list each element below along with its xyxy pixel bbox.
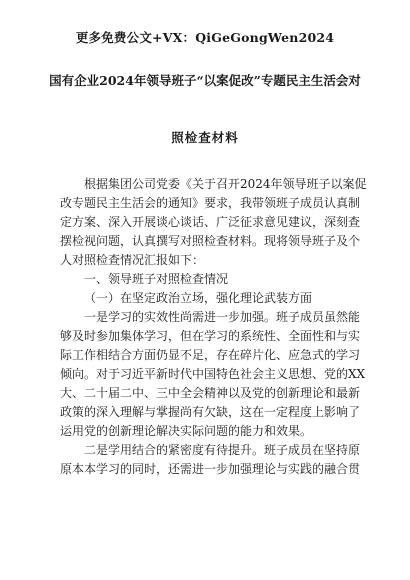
document-title-line-2: 照检查材料 xyxy=(171,130,239,145)
paragraph-line: 倾向。对于习近平新时代中国特色社会主义思想、党的XX xyxy=(60,367,366,381)
paragraph-line: 原本本学习的同时，还需进一步加强理论与实践的融合贯 xyxy=(60,462,361,476)
paragraph-line: 摆检视问题，认真撰写对照检查材料。现将领导班子及个 xyxy=(60,234,361,248)
paragraph-line: 够及时参加集体学习，但在学习的系统性、全面性和与实 xyxy=(60,329,361,343)
paragraph-line: 际工作相结合方面仍显不足，存在碎片化、应急式的学习 xyxy=(60,348,361,362)
document-title-line-1: 国有企业2024年领导班子“以案促改”专题民主生活会对 xyxy=(49,73,361,88)
paragraph-line: 改专题民主生活会的通知》要求，我带领班子成员认真制 xyxy=(60,196,361,210)
paragraph-line: 政策的深入理解与掌握尚有欠缺，这在一定程度上影响了 xyxy=(60,405,361,419)
paragraph-line: 运用党的创新理论解决实际问题的能力和效果。 xyxy=(60,424,313,438)
paragraph-line: 定方案、深入开展谈心谈话、广泛征求意见建议，深刻查 xyxy=(60,215,361,229)
section-heading: 一、领导班子对照检查情况 xyxy=(84,272,229,286)
paragraph-line: 二是学用结合的紧密度有待提升。班子成员在坚持原 xyxy=(84,443,361,457)
paragraph-line: 一是学习的实效性尚需进一步加强。班子成员虽然能 xyxy=(84,310,361,324)
paragraph-line: 根据集团公司党委《关于召开2024年领导班子以案促 xyxy=(84,177,367,191)
paragraph-line: 大、二十届二中、三中全会精神以及党的创新理论和最新 xyxy=(60,386,361,400)
watermark-header: 更多免费公文+VX：QiGeGongWen2024 xyxy=(75,30,335,45)
subsection-heading: （一）在坚定政治立场，强化理论武装方面 xyxy=(84,291,313,305)
paragraph-line: 人对照检查情况汇报如下： xyxy=(60,253,205,267)
